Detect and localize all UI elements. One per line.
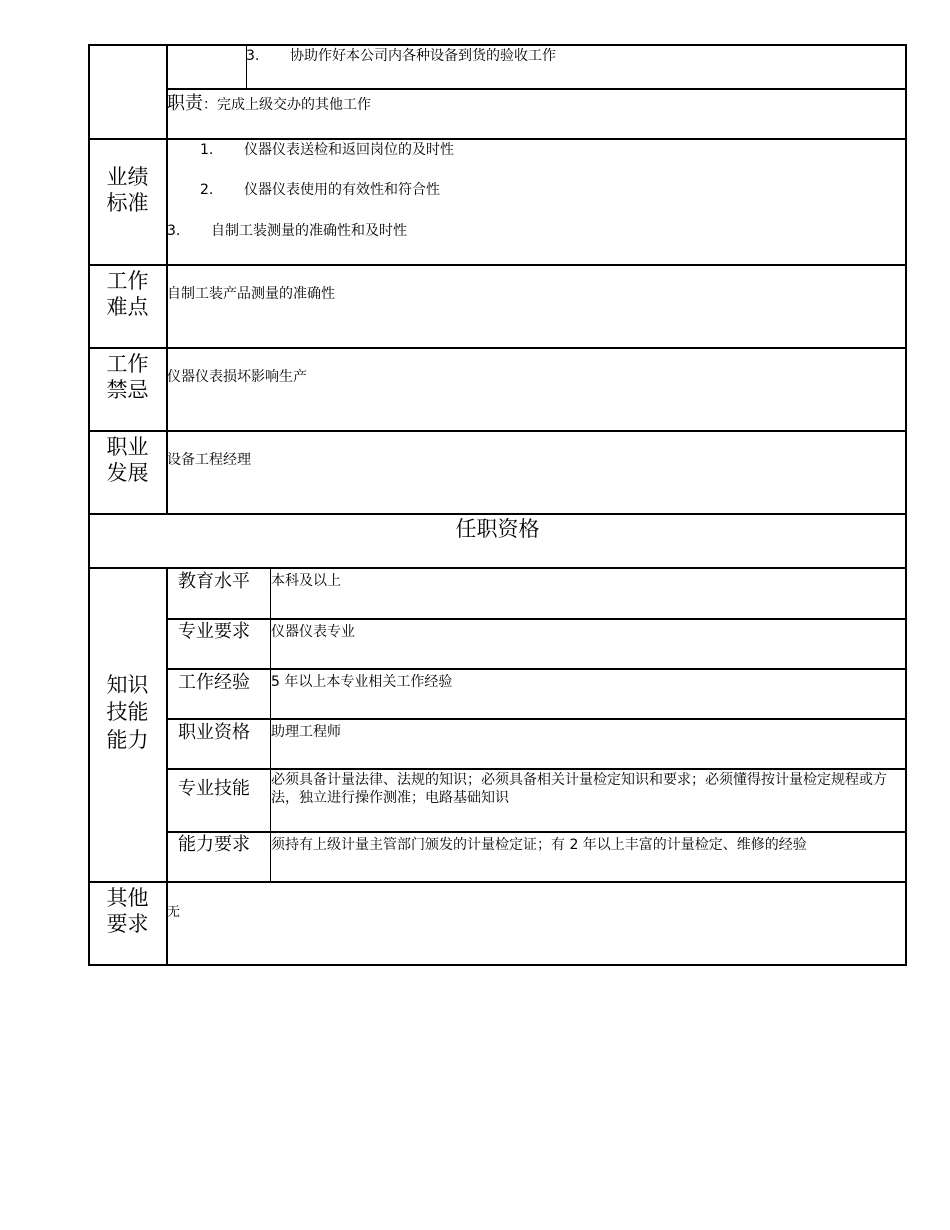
education-label: 教育水平	[178, 571, 250, 592]
certification-label: 职业资格	[178, 722, 250, 743]
knowledge-skills-label: 知识 技能 能力	[106, 673, 149, 752]
performance-item-text: 仪器仪表送检和返回岗位的及时性	[244, 142, 454, 158]
row-divider	[88, 264, 907, 266]
row-divider	[88, 567, 907, 569]
row-divider	[167, 718, 907, 720]
table-border-top	[88, 44, 907, 46]
major-label: 专业要求	[178, 621, 250, 642]
taboo-label: 工作 禁忌	[106, 352, 149, 403]
difficulty-text: 自制工装产品测量的准确性	[167, 286, 335, 302]
certification-value: 助理工程师	[271, 724, 341, 740]
duty-other	[167, 95, 371, 113]
other-text: 无	[167, 905, 181, 920]
row-divider	[167, 618, 907, 620]
career-text: 设备工程经理	[167, 452, 251, 468]
performance-item-text: 自制工装测量的准确性和及时性	[211, 223, 407, 239]
duty-other-text: ：完成上级交办的其他工作	[203, 97, 371, 113]
row-divider	[167, 668, 907, 670]
row-divider	[88, 430, 907, 432]
difficulty-label: 工作 难点	[106, 269, 149, 320]
row-divider	[88, 513, 907, 515]
table-border-right	[905, 44, 907, 965]
major-value: 仪器仪表专业	[271, 624, 355, 640]
performance-item-number: 2.	[200, 182, 214, 198]
performance-item-number: 1.	[200, 142, 214, 158]
row-divider	[167, 88, 907, 90]
education-value: 本科及以上	[271, 573, 341, 589]
skills-label: 专业技能	[178, 778, 250, 799]
taboo-text: 仪器仪表损坏影响生产	[167, 369, 307, 385]
duty-item-text: 协助作好本公司内各种设备到货的验收工作	[290, 48, 556, 64]
row-divider	[88, 138, 907, 140]
experience-value: 5 年以上本专业相关工作经验	[271, 674, 453, 690]
performance-item-text: 仪器仪表使用的有效性和符合性	[244, 182, 440, 198]
experience-label: 工作经验	[178, 672, 250, 693]
ability-label: 能力要求	[178, 834, 250, 855]
row-divider	[167, 831, 907, 833]
performance-label: 业绩 标准	[106, 165, 149, 216]
duty-item-number: 3.	[246, 48, 260, 64]
ability-value: 须持有上级计量主管部门颁发的计量检定证；有 2 年以上丰富的计量检定、维修的经验	[271, 837, 807, 853]
other-label: 其他 要求	[106, 886, 149, 937]
row-divider	[167, 768, 907, 770]
qualifications-title: 任职资格	[455, 517, 540, 541]
row-divider	[88, 347, 907, 349]
table-border-bottom	[88, 964, 907, 966]
row-divider	[88, 881, 907, 883]
skills-value: 必须具备计量法律、法规的知识；必须具备相关计量检定知识和要求；必须懂得按计量检定规程或方法，独立进行操作测准；电路基础知识	[271, 772, 887, 806]
duty-other-label: 职责	[167, 93, 203, 114]
career-label: 职业 发展	[106, 435, 149, 486]
performance-item-number: 3.	[167, 223, 181, 239]
